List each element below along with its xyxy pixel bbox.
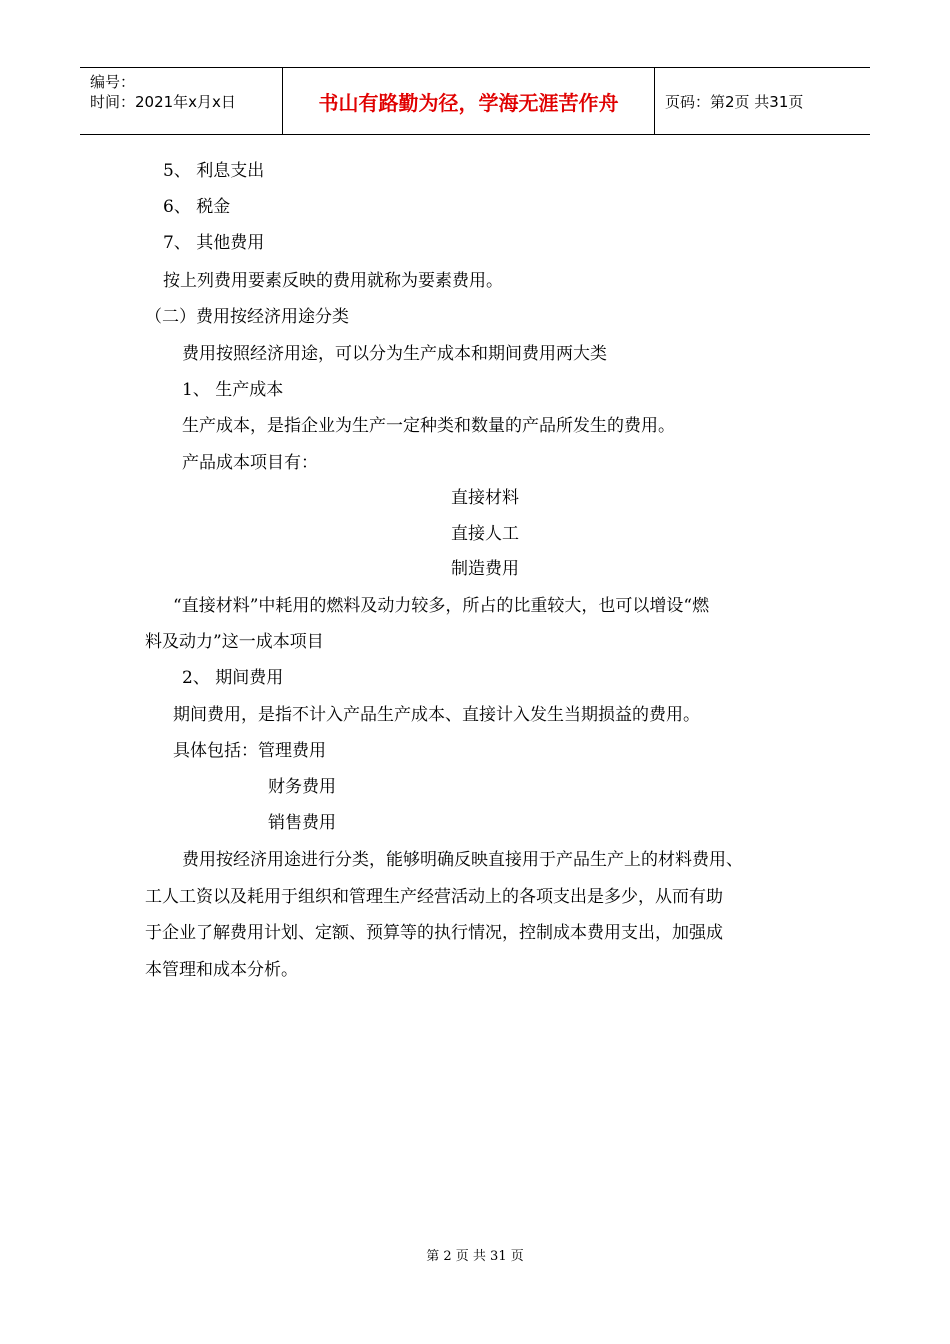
body-line: 7、 其他费用 xyxy=(163,233,265,253)
body-line: 生产成本，是指企业为生产一定种类和数量的产品所发生的费用。 xyxy=(182,416,675,436)
cost-item: 直接材料 xyxy=(451,488,519,508)
cost-item: 直接人工 xyxy=(451,524,519,544)
doc-time-label: 时间：2021年x月x日 xyxy=(90,93,236,111)
body-line: 期间费用，是指不计入产品生产成本、直接计入发生当期损益的费用。 xyxy=(173,705,700,725)
body-line: 6、 税金 xyxy=(163,197,231,217)
header-motto: 书山有路勤为径，学海无涯苦作舟 xyxy=(282,68,655,134)
doc-number-label: 编号： xyxy=(90,73,136,91)
page-header xyxy=(80,67,870,135)
expense-item: 财务费用 xyxy=(268,777,336,797)
cost-item: 制造费用 xyxy=(451,559,519,579)
body-line: 料及动力”这一成本项目 xyxy=(145,632,324,652)
body-line: 1、 生产成本 xyxy=(182,380,284,400)
body-line: 工人工资以及耗用于组织和管理生产经营活动上的各项支出是多少，从而有助 xyxy=(145,887,723,907)
body-line: “直接材料”中耗用的燃料及动力较多，所占的比重较大，也可以增设“燃 xyxy=(173,596,710,616)
page-footer: 第 2 页 共 31 页 xyxy=(426,1249,524,1264)
body-line: 费用按照经济用途，可以分为生产成本和期间费用两大类 xyxy=(182,344,607,364)
body-line: 按上列费用要素反映的费用就称为要素费用。 xyxy=(163,271,503,291)
body-line: 具体包括：管理费用 xyxy=(173,741,326,761)
body-line: 2、 期间费用 xyxy=(182,668,284,688)
body-line: 产品成本项目有： xyxy=(182,453,318,473)
body-line: 本管理和成本分析。 xyxy=(145,960,298,980)
section-heading: （二）费用按经济用途分类 xyxy=(145,307,349,327)
body-line: 费用按经济用途进行分类，能够明确反映直接用于产品生产上的材料费用、 xyxy=(182,850,743,870)
body-line: 于企业了解费用计划、定额、预算等的执行情况，控制成本费用支出，加强成 xyxy=(145,923,723,943)
body-line: 5、 利息支出 xyxy=(163,161,265,181)
header-page-info: 页码：第2页 共31页 xyxy=(665,92,804,111)
header-meta-cell xyxy=(80,68,282,134)
expense-item: 销售费用 xyxy=(268,813,336,833)
